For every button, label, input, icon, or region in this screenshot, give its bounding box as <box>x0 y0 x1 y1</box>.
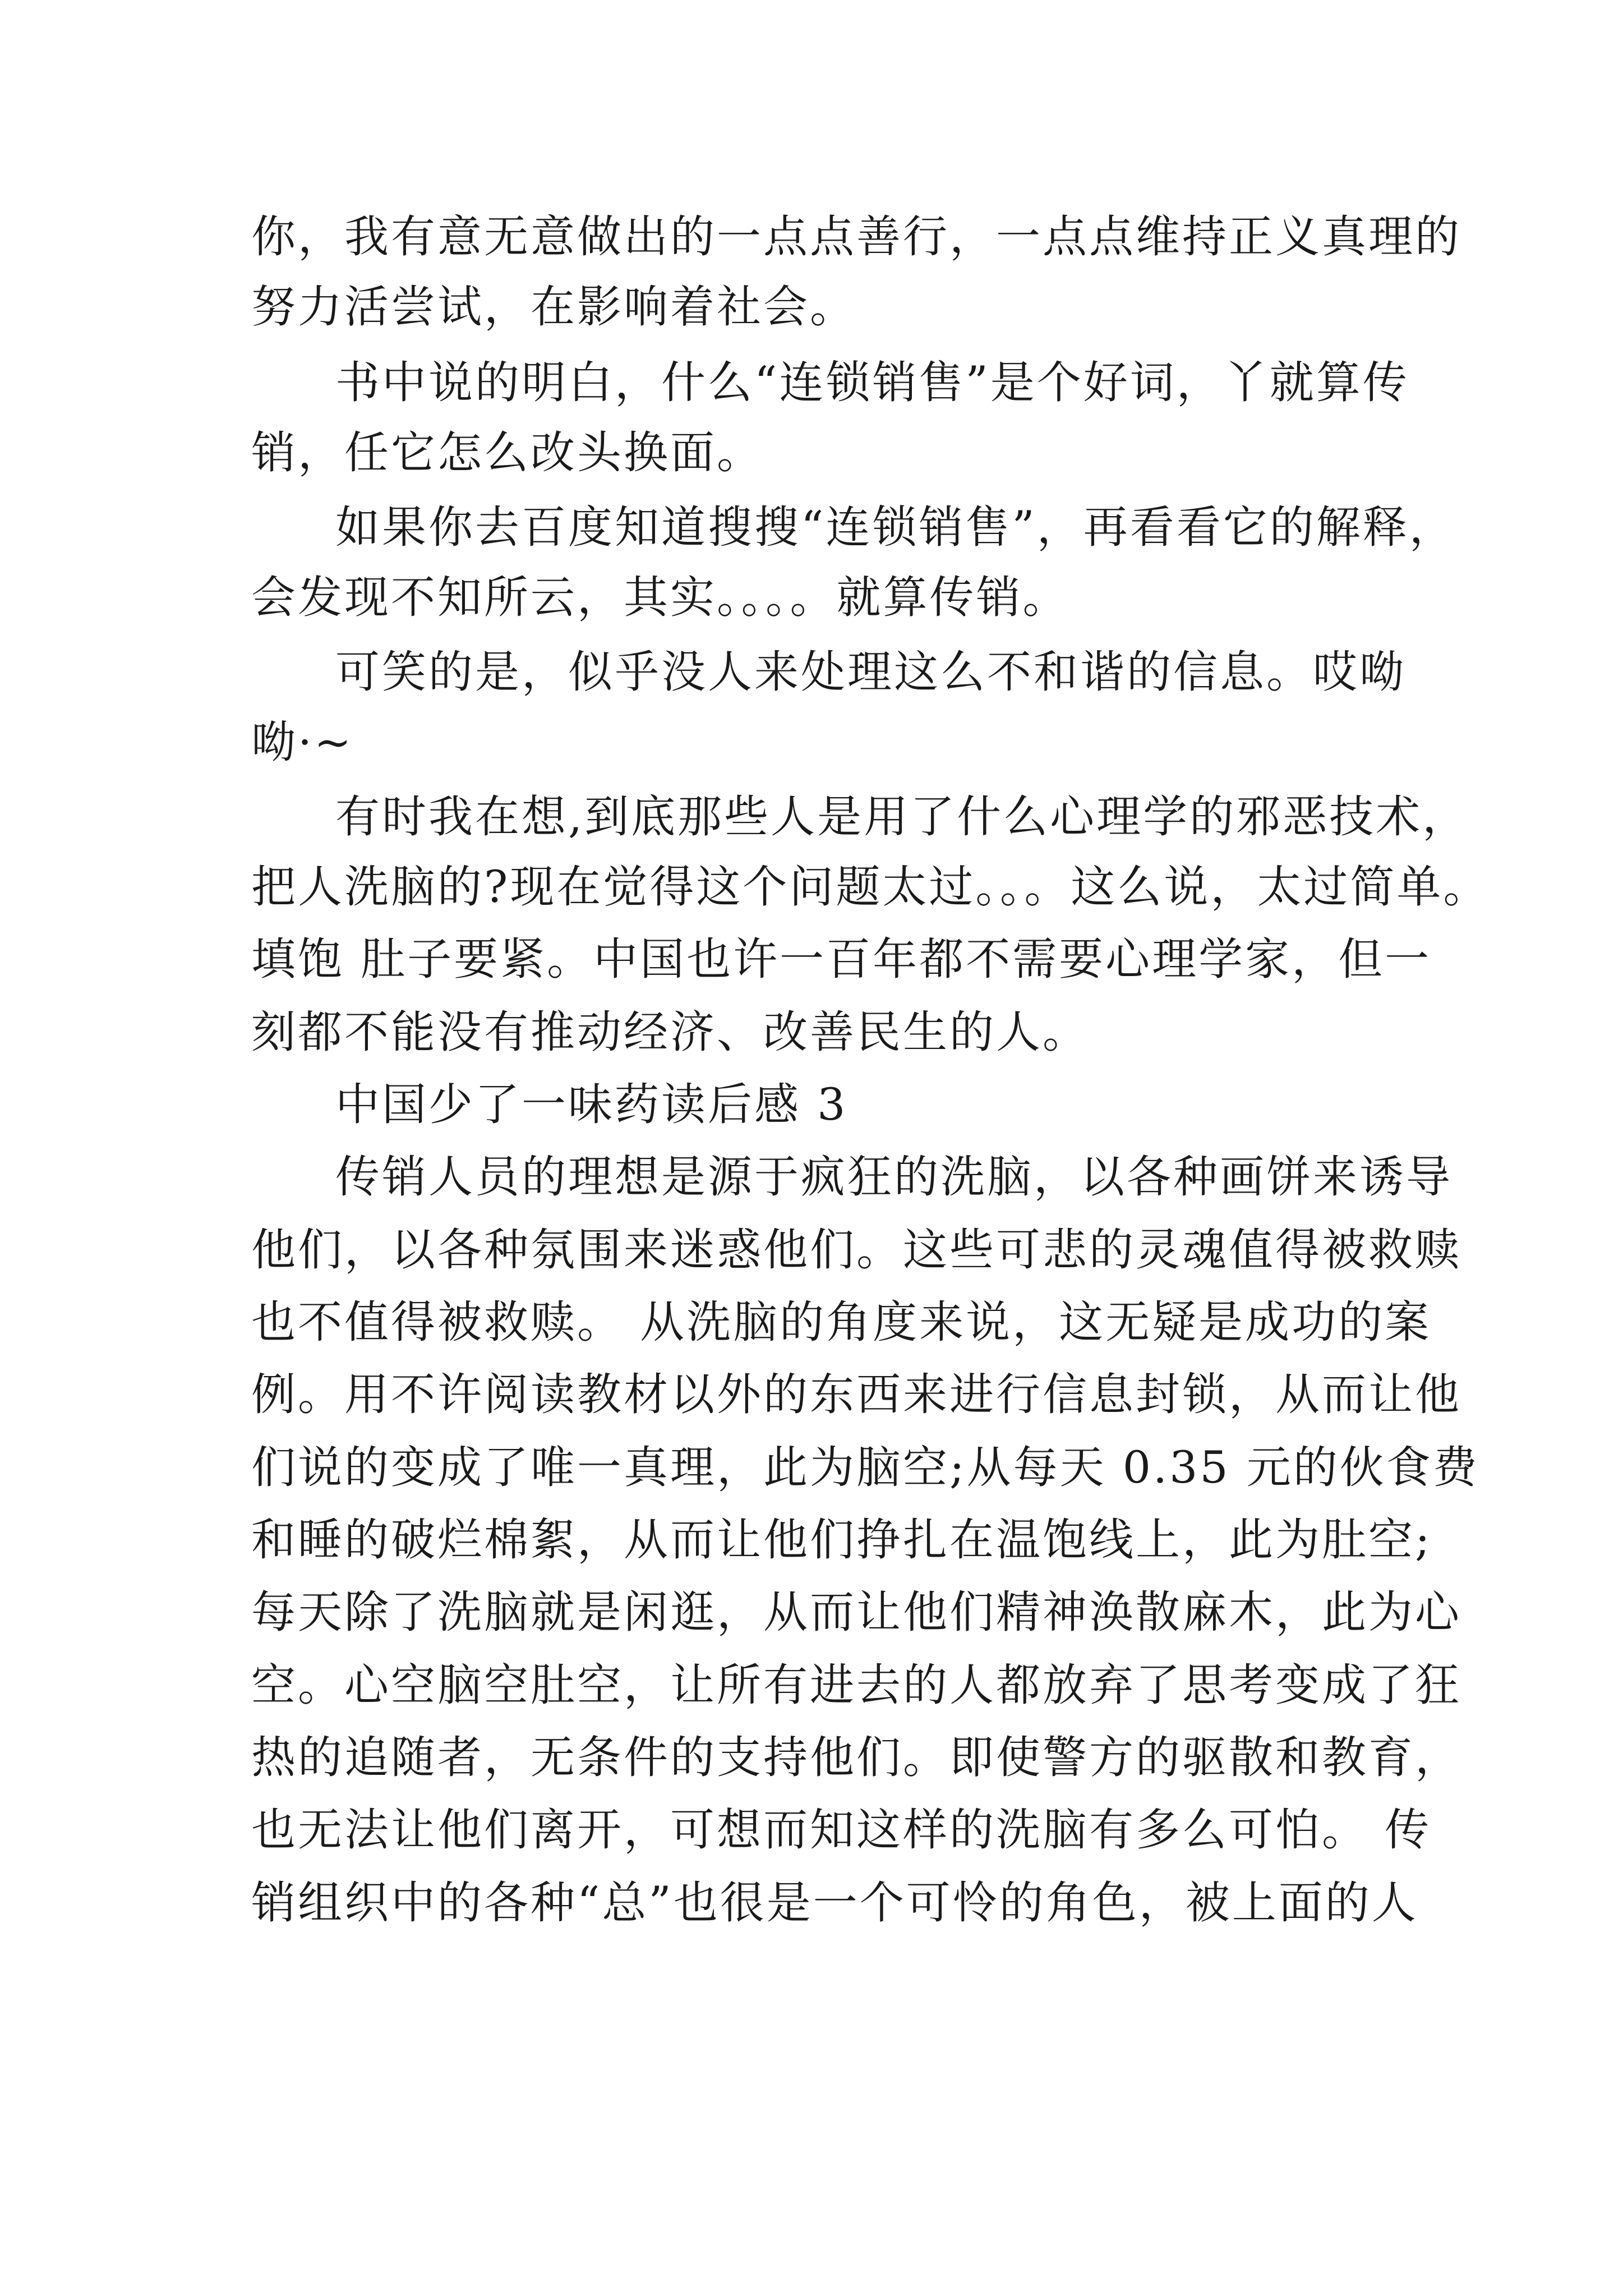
text-line: 努力活尝试，在影响着社会。 <box>251 281 856 333</box>
text-line: 热的追随者，无条件的支持他们。即使警方的驱散和教育， <box>251 1732 1461 1783</box>
text-line: 你，我有意无意做出的一点点善行，一点点维持正义真理的 <box>251 211 1461 263</box>
text-line: 呦·~ <box>251 716 354 768</box>
text-line: 填饱 肚子要紧。中国也许一百年都不需要心理学家，但一 <box>251 933 1432 985</box>
text-line: 书中说的明白，什么“连锁销售”是个好词，丫就算传 <box>335 357 1409 408</box>
text-line: 把人洗脑的?现在觉得这个问题太过。。。这么说，太过简单。 <box>251 861 1490 913</box>
text-line: 销组织中的各种“总”也很是一个可怜的角色，被上面的人 <box>251 1877 1418 1929</box>
text-line: 可笑的是，似乎没人来处理这么不和谐的信息。哎呦 <box>335 646 1406 698</box>
text-line: 和睡的破烂棉絮，从而让他们挣扎在温饱线上，此为肚空; <box>251 1514 1432 1566</box>
text-line: 有时我在想,到底那些人是用了什么心理学的邪恶技术， <box>335 791 1469 843</box>
text-line: 他们，以各种氛围来迷惑他们。这些可悲的灵魂值得被救赎 <box>251 1224 1461 1276</box>
text-line: 如果你去百度知道搜搜“连锁销售”，再看看它的解释， <box>335 501 1456 553</box>
text-line: 每天除了洗脑就是闲逛，从而让他们精神涣散麻木，此为心 <box>251 1586 1461 1638</box>
text-line: 也不值得被救赎。 从洗脑的角度来说，这无疑是成功的案 <box>251 1296 1432 1348</box>
text-line: 销，任它怎么改头换面。 <box>251 427 763 478</box>
text-line: 例。用不许阅读教材以外的东西来进行信息封锁，从而让他 <box>251 1369 1461 1420</box>
text-line: 也无法让他们离开，可想而知这样的洗脑有多么可怕。 传 <box>251 1804 1432 1856</box>
text-line: 空。心空脑空肚空，让所有进去的人都放弃了思考变成了狂 <box>251 1659 1461 1711</box>
text-line: 刻都不能没有推动经济、改善民生的人。 <box>251 1006 1089 1058</box>
text-line: 们说的变成了唯一真理，此为脑空;从每天 0.35 元的伙食费 <box>251 1442 1479 1493</box>
section-heading: 中国少了一味药读后感 3 <box>335 1079 848 1130</box>
text-line: 传销人员的理想是源于疯狂的洗脑，以各种画饼来诱导 <box>335 1151 1453 1203</box>
text-line: 会发现不知所云，其实。。。。就算传销。 <box>251 572 1069 623</box>
